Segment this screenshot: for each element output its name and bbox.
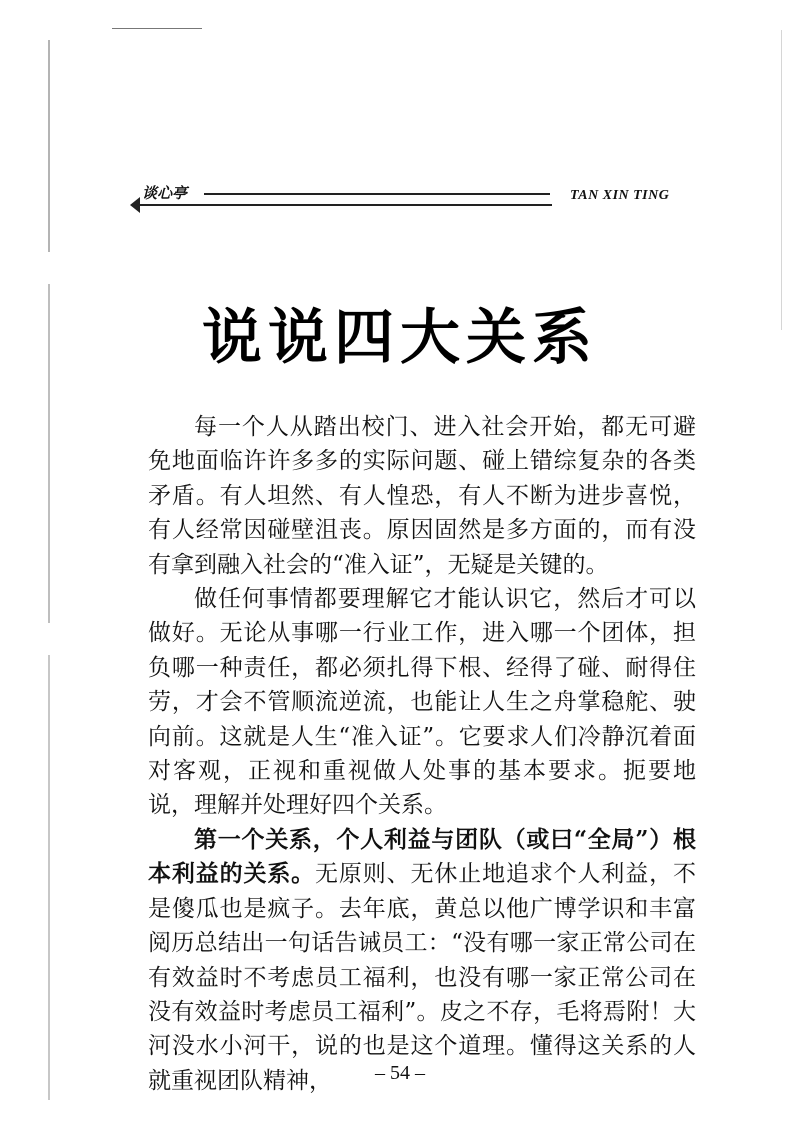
header-section-pinyin: TAN XIN TING [570, 188, 670, 203]
article-body [148, 410, 696, 1098]
scan-artifact-rule [112, 28, 202, 29]
paragraph: 做任何事情都要理解它才能认识它，然后才可以做好。无论从事哪一行业工作，进入哪一个团体，担负哪一种责任，都必须扎得下根、经得了碰、耐得住劳，才会不管顺流逆流，也能让人生之舟掌稳舵、驶向前。这就是人生“准入证”。它要求人们冷静沉着面对客观，正视和重视做人处事的基本要求。扼要地说，理解并处理好四个关系。 [148, 586, 696, 819]
header-rule [204, 193, 550, 195]
paragraph: 每一个人从踏出校门、进入社会开始，都无可避免地面临许许多多的实际问题、碰上错综复杂的各类矛盾。有人坦然、有人惶恐，有人不断为进步喜悦，有人经常因碰壁沮丧。原因固然是多方面的，而有没有拿到融入社会的“准入证”，无疑是关键的。 [148, 414, 696, 578]
paragraph [148, 823, 696, 1098]
running-header [130, 178, 690, 218]
header-rule [132, 204, 552, 206]
paragraph-text: 无原则、无休止地追求个人利益，不是傻瓜也是疯子。去年底，黄总以他广博学识和丰富阅历总结出一句话告诫员工：“没有哪一家正常公司在有效益时不考虑员工福利，也没有哪一家正常公司在没有效益时考虑员工福利”。皮之不存，毛将焉附！大河没水小河干，说的也是这个道理。懂得这关系的人就重视团队精神， [148, 861, 697, 1094]
scan-artifact-right-edge [781, 30, 782, 330]
header-section-label: 谈心亭 [142, 184, 188, 202]
scan-artifact-left-edge [48, 40, 50, 1100]
paragraph-lead: 第一个关系，个人利益与团队（或曰“全局”）根本利益的关系。 [148, 825, 696, 888]
article-title: 说说四大关系 [202, 303, 598, 373]
page-number: – 54 – [375, 1062, 425, 1084]
